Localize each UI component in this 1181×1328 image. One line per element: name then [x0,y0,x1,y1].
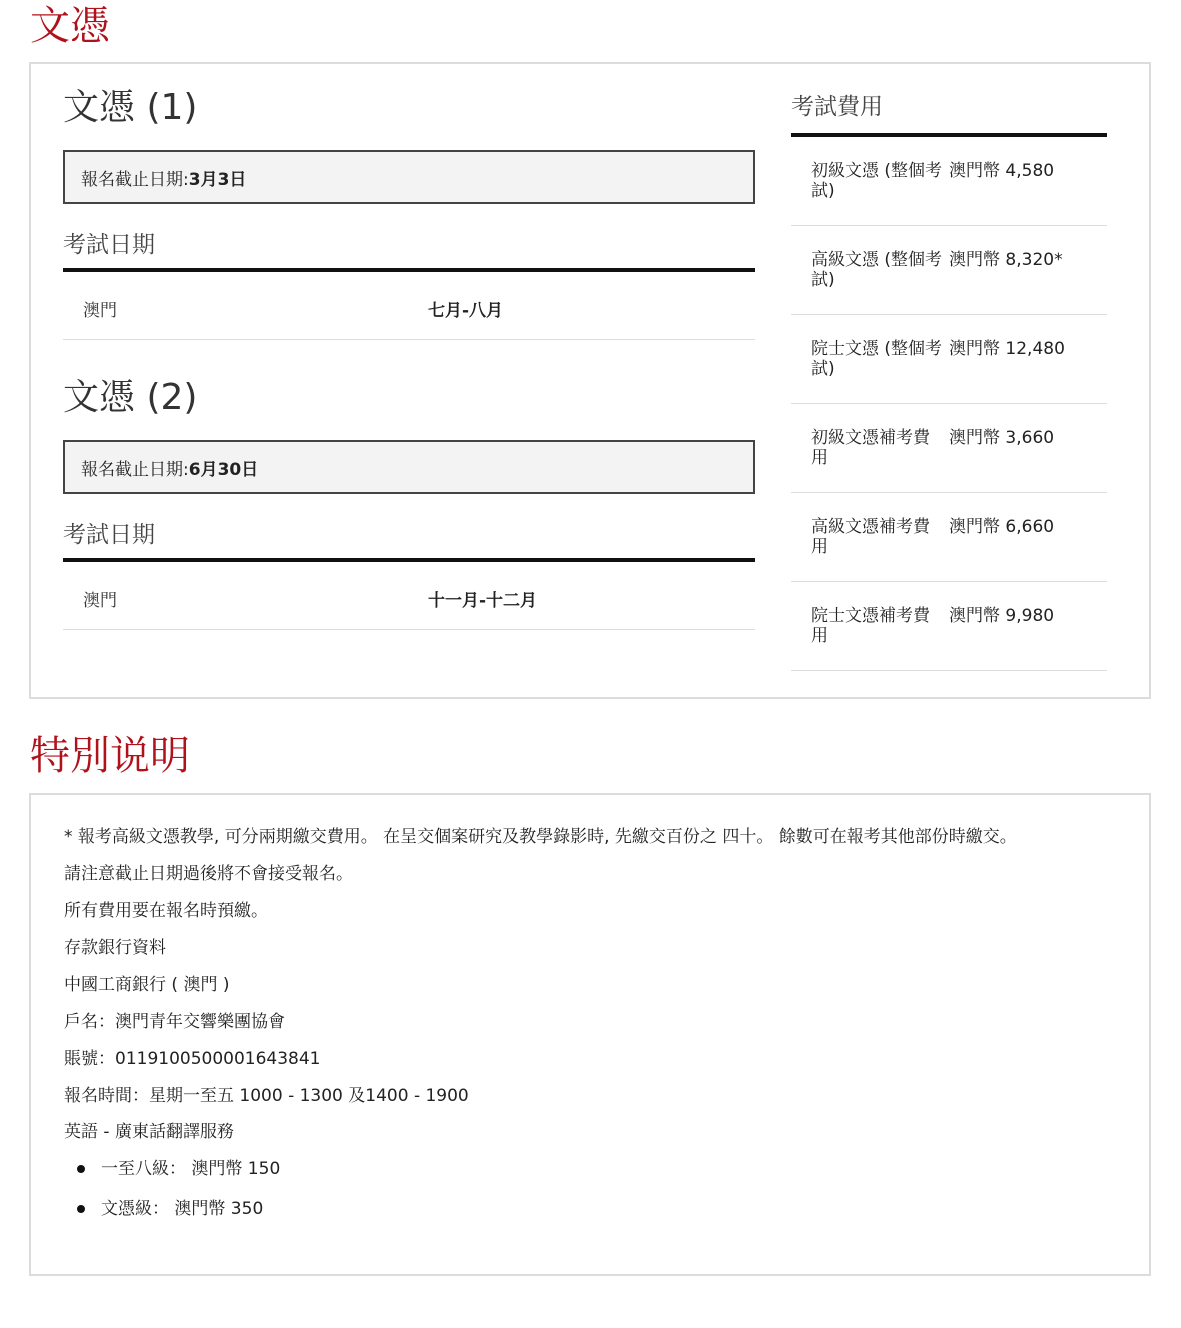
session-title: 文憑 (2) [63,377,198,418]
fee-name: 高級文憑補考費用 [811,517,930,557]
fee-row [791,404,1107,493]
note-line: 英語 - 廣東話翻譯服務 [64,1122,234,1142]
note-line: * 報考高級文憑教學, 可分兩期繳交費用。 在呈交個案研究及教學錄影時, 先繳交百份之 四十。 餘數可在報考其他部份時繳交。 [64,827,1017,847]
fee-name: 院士文憑 (整個考試) [811,339,943,379]
translation-fee-list [64,1149,1124,1229]
exam-location: 澳門 [83,301,117,321]
deadline-label: 報名截止日期: [81,169,189,190]
exam-fees-panel [791,88,1107,671]
fee-row [791,226,1107,315]
session-2 [63,376,755,630]
fee-row [791,315,1107,404]
fee-price: 澳門幣 3,660 [949,428,1055,448]
note-line: 賬號：0119100500001643841 [64,1049,321,1069]
list-item: 一至八級： 澳門幣 150 [64,1149,1124,1189]
note-line: 請注意截止日期過後將不會接受報名。 [64,864,353,884]
fee-name: 初級文憑補考費用 [811,428,930,468]
fee-name: 院士文憑補考費用 [811,606,930,646]
diploma-panel [29,62,1151,699]
exam-date-row [63,562,755,630]
fee-name: 高級文憑 (整個考試) [811,250,943,290]
deadline-value: 3月3日 [188,169,247,190]
deadline-box [63,440,755,494]
list-item: 文憑級： 澳門幣 350 [64,1189,1124,1229]
deadline-label: 報名截止日期: [81,459,189,480]
fee-price: 澳門幣 8,320* [949,250,1063,270]
section-title-special-notes: 特別说明 [30,733,190,779]
note-line: 存款銀行資料 [64,938,166,958]
fee-row [791,137,1107,226]
exam-period: 七月-八月 [428,301,504,321]
fee-price: 澳門幣 4,580 [949,161,1055,181]
session-1 [63,86,755,340]
fee-name: 初級文憑 (整個考試) [811,161,943,201]
special-notes-panel [29,793,1151,1276]
fees-title: 考試費用 [791,88,1107,137]
exam-period: 十一月-十二月 [428,591,538,611]
fee-price: 澳門幣 9,980 [949,606,1055,626]
note-line: 戶名：澳門青年交響樂團協會 [64,1012,285,1032]
fee-price: 澳門幣 12,480 [949,339,1065,359]
note-line: 所有費用要在報名時預繳。 [64,901,268,921]
section-title-diploma: 文憑 [30,3,110,49]
deadline-box [63,150,755,204]
fee-row [791,582,1107,671]
note-line: 中國工商銀行 ( 澳門 ) [64,975,230,995]
deadline-value: 6月30日 [188,459,259,480]
exam-date-row [63,272,755,340]
exam-dates-heading: 考試日期 [63,516,755,562]
notes-content [64,819,1124,1229]
fee-row [791,493,1107,582]
exam-dates-heading: 考試日期 [63,226,755,272]
exam-location: 澳門 [83,591,117,611]
fee-price: 澳門幣 6,660 [949,517,1055,537]
session-title: 文憑 (1) [63,87,198,128]
note-line: 報名時間：星期一至五 1000 - 1300 及1400 - 1900 [64,1086,469,1106]
